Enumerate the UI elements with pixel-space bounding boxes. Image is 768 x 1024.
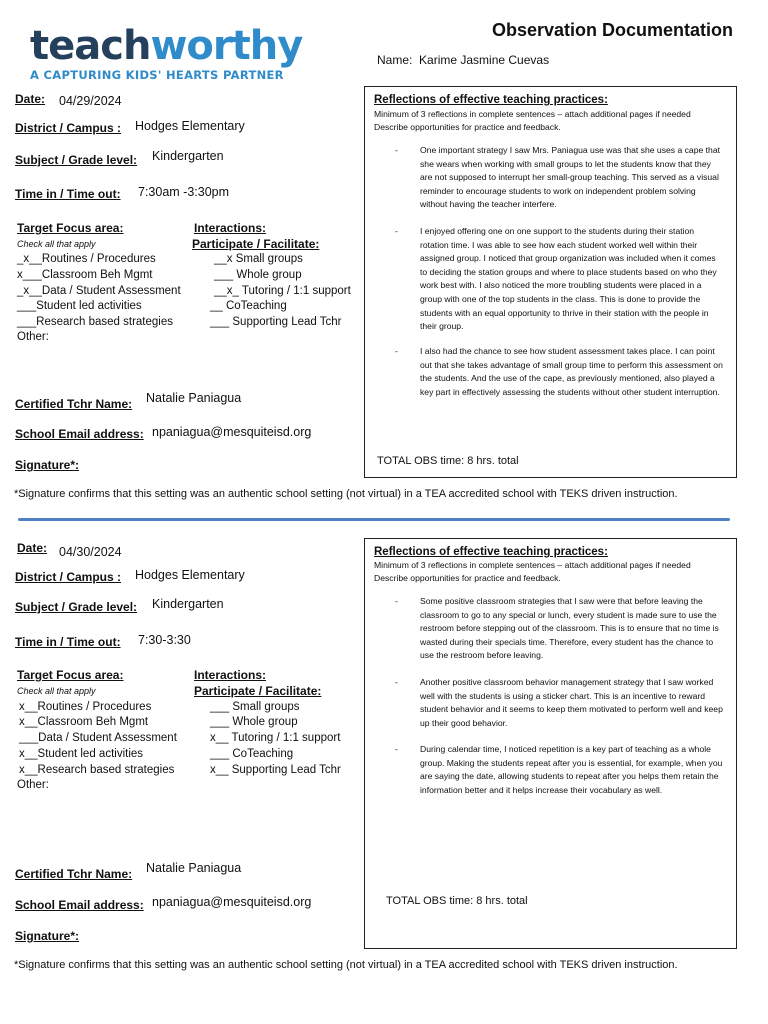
document-title: Observation Documentation	[492, 20, 734, 40]
name-value: Karime Jasmine Cuevas	[419, 53, 550, 67]
interaction-item: __x Small groups	[214, 253, 303, 265]
signature-label: Signature*:	[15, 458, 80, 472]
target-item: x__Research based strategies	[19, 764, 175, 776]
target-item: x__Routines / Procedures	[19, 701, 152, 713]
participate-label: Participate / Facilitate:	[194, 684, 322, 698]
time-value: 7:30am -3:30pm	[138, 185, 230, 199]
date-label: Date:	[17, 541, 48, 555]
reflection-item: - Another positive classroom behavior management strategy that I saw worked well with the students is using a sticker chart. This is an incentive to reward student behavior and it seems to keep them motivated to perform well and keep up their good behavior.	[395, 677, 723, 728]
interactions-label: Interactions:	[194, 668, 267, 682]
target-item: x___Classroom Beh Mgmt	[17, 269, 153, 281]
logo-wordmark	[30, 23, 320, 69]
reflections-instructions: Minimum of 3 reflections in complete sentences – attach additional pages if needed	[374, 560, 691, 570]
certified-teacher-label: Certified Tchr Name:	[15, 397, 133, 411]
certified-teacher-value: Natalie Paniagua	[146, 391, 242, 405]
subject-value: Kindergarten	[152, 149, 224, 163]
certified-teacher-label: Certified Tchr Name:	[15, 867, 133, 881]
interaction-item: x__ Supporting Lead Tchr	[210, 764, 341, 776]
other-label: Other:	[17, 331, 49, 343]
reflections-box	[364, 538, 737, 949]
reflections-instructions-2: Describe opportunities for practice and feedback.	[374, 573, 561, 583]
district-label: District / Campus :	[15, 121, 122, 135]
other-label: Other:	[17, 779, 49, 791]
target-focus-label: Target Focus area:	[17, 668, 124, 682]
reflection-item: - I enjoyed offering one on one support to the students during their station rotation time. I was able to see how each student worked well within their assigned group. I noticed that group organization was included when it comes to deciding the station groups and where to place students based on who they work best with. I also noticed the more troubling students were placed in a group with one of the top students in the class. This is done to provide the students with an equal opportunity to thrive in their station with the people in their group.	[395, 226, 717, 332]
participate-label: Participate / Facilitate:	[192, 237, 320, 251]
check-all-note: Check all that apply	[17, 686, 96, 696]
target-item: ___Data / Student Assessment	[19, 732, 177, 744]
district-label: District / Campus :	[15, 570, 122, 584]
interaction-item: ___ Supporting Lead Tchr	[210, 316, 342, 328]
interaction-item: ___ CoTeaching	[210, 748, 294, 760]
subject-label: Subject / Grade level:	[15, 600, 138, 614]
logo-word-teach: teach	[30, 23, 151, 69]
total-obs-time: TOTAL OBS time: 8 hrs. total	[377, 455, 519, 467]
target-item: _x__Routines / Procedures	[17, 253, 156, 265]
total-obs-time: TOTAL OBS time: 8 hrs. total	[386, 895, 528, 907]
district-value: Hodges Elementary	[135, 568, 245, 582]
time-label: Time in / Time out:	[15, 635, 121, 649]
target-focus-label: Target Focus area:	[17, 221, 124, 235]
name-label: Name:	[377, 53, 413, 67]
subject-label: Subject / Grade level:	[15, 153, 138, 167]
interaction-item: x__ Tutoring / 1:1 support	[210, 732, 341, 744]
interaction-item: __x_ Tutoring / 1:1 support	[214, 285, 351, 297]
reflections-title: Reflections of effective teaching practices:	[374, 546, 608, 558]
signature-footnote: *Signature confirms that this setting was an authentic school setting (not virtual) in a TEA accredited school with TEKS driven instruction.	[14, 959, 678, 971]
date-value: 04/29/2024	[59, 94, 122, 108]
reflections-box	[364, 86, 737, 478]
email-label: School Email address:	[15, 427, 144, 441]
reflection-item: - One important strategy I saw Mrs. Paniagua use was that she uses a cape that she wears when working with small groups to let the students know that they are not supposed to interrupt her small-group teaching. This served as a visual reminder to encourage students to work on independent problem solving without having the teacher interfere.	[395, 145, 720, 210]
name-line	[377, 53, 549, 67]
target-item: ___Research based strategies	[17, 316, 173, 328]
reflections-instructions-2: Describe opportunities for practice and feedback.	[374, 122, 561, 132]
target-item: ___Student led activities	[17, 300, 142, 312]
teachworthy-logo	[30, 23, 320, 82]
check-all-note: Check all that apply	[17, 239, 96, 249]
reflection-item: - During calendar time, I noticed repetition is a key part of teaching as a whole group. Making the students repeat after you is essential, for example, when you are saying the date, allowing students to repeat after you helps them retain the information better and it helps increase their vocabulary as well.	[395, 744, 723, 795]
logo-tagline: A CAPTURING KIDS' HEARTS PARTNER	[30, 68, 284, 82]
reflection-item: - Some positive classroom strategies that I saw were that before leaving the classroom to go to any special or lunch, every student is made sure to use the restroom before stepping out of the classroom. This is to ensure that no time is wasted during their specials time. Therefore, every student has the chance to use the restroom before leaving.	[395, 596, 719, 661]
reflections-instructions: Minimum of 3 reflections in complete sentences – attach additional pages if needed	[374, 109, 691, 119]
date-value: 04/30/2024	[59, 545, 122, 559]
interaction-item: ___ Small groups	[210, 701, 300, 713]
interaction-item: ___ Whole group	[210, 716, 298, 728]
reflection-item: - I also had the chance to see how student assessment takes place. I can point out that she takes advantage of small group time to perform this assessment on the students. And the use of the cape, as previously mentioned, also played a key part in effectively assessing the students without other student interruption.	[395, 346, 723, 397]
interaction-item: __ CoTeaching	[210, 300, 287, 312]
signature-footnote: *Signature confirms that this setting was an authentic school setting (not virtual) in a TEA accredited school with TEKS driven instruction.	[14, 488, 678, 500]
interaction-item: ___ Whole group	[214, 269, 302, 281]
logo-word-worthy: worthy	[150, 23, 303, 69]
signature-label: Signature*:	[15, 929, 80, 943]
date-label: Date:	[15, 92, 46, 106]
district-value: Hodges Elementary	[135, 119, 245, 133]
section-divider	[18, 518, 730, 521]
target-item: _x__Data / Student Assessment	[17, 285, 181, 297]
subject-value: Kindergarten	[152, 597, 224, 611]
time-value: 7:30-3:30	[138, 633, 191, 647]
email-value: npaniagua@mesquiteisd.org	[152, 425, 312, 439]
reflections-title: Reflections of effective teaching practices:	[374, 94, 608, 106]
email-label: School Email address:	[15, 898, 144, 912]
certified-teacher-value: Natalie Paniagua	[146, 861, 242, 875]
target-item: x__Classroom Beh Mgmt	[19, 716, 149, 728]
time-label: Time in / Time out:	[15, 187, 121, 201]
interactions-label: Interactions:	[194, 221, 267, 235]
email-value: npaniagua@mesquiteisd.org	[152, 895, 312, 909]
target-item: x__Student led activities	[19, 748, 144, 760]
